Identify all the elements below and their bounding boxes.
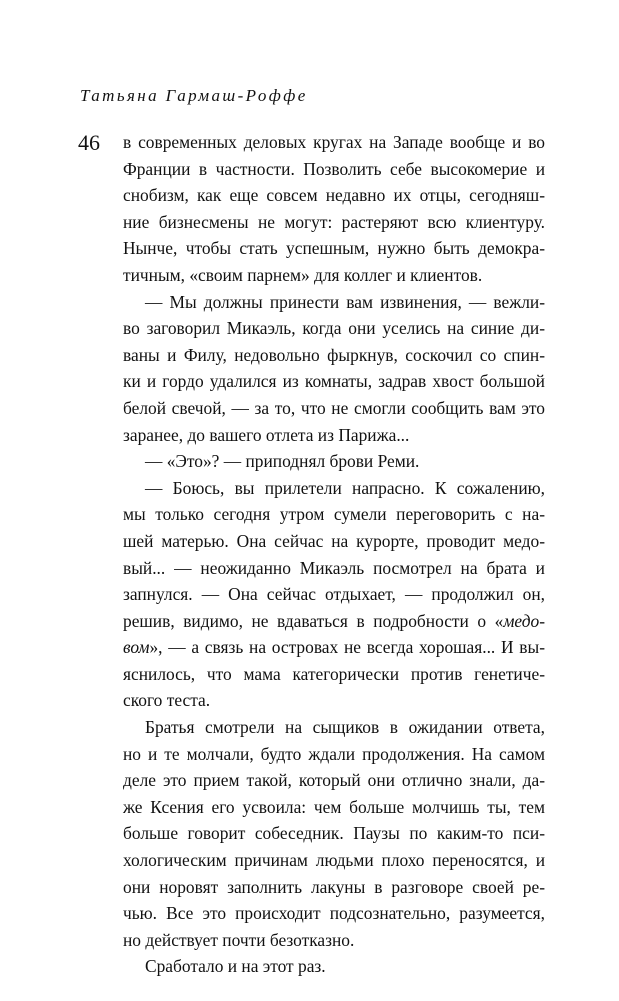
text-line: деле это прием такой, который они отлично знали, да-: [123, 770, 545, 791]
text-line: ние бизнесмены не могут: растеряют всю клиентуру.: [123, 211, 545, 232]
page-number: 46: [78, 130, 100, 155]
text-line: же Ксения его усвоила: чем больше молчишь ты, тем: [123, 796, 545, 817]
body-text: [123, 129, 545, 980]
text-line: [123, 634, 545, 661]
text-line: ки и гордо удалился из комнаты, задрав хвост большой: [123, 371, 545, 392]
text-line: вый... — неожиданно Микаэль посмотрел на брата и: [123, 557, 545, 578]
text-line: в современных деловых кругах на Западе вообще и во: [123, 132, 545, 152]
text-line: шей матерью. Она сейчас на курорте, проводит медо-: [123, 530, 545, 551]
text-line: хологическим причинам людьми плохо переносятся, и: [123, 850, 545, 871]
text-run: решив, видимо, не вдаваться в подробности о «: [123, 610, 504, 631]
text-line: но действует почти безотказно.: [123, 929, 355, 950]
italic-run: вом: [123, 637, 150, 658]
text-line: — «Это»? — приподнял брови Реми.: [145, 451, 420, 472]
text-line: яснилось, что мама категорически против генетиче-: [123, 663, 545, 684]
text-run: », — а связь на островах не всегда хорошая... И вы-: [149, 637, 545, 658]
text-line: ского теста.: [123, 690, 211, 711]
text-line: заранее, до вашего отлета из Парижа...: [123, 424, 410, 445]
text-line: во заговорил Микаэль, когда они уселись на синие ди-: [123, 318, 545, 339]
text-line: Нынче, чтобы стать успешным, нужно быть демокра-: [123, 238, 545, 259]
text-line: тичным, «своим парнем» для коллег и клиентов.: [123, 264, 483, 285]
text-line: белой свечой, — за то, что не смогли сообщить вам это: [123, 397, 545, 418]
text-line: снобизм, как еще совсем недавно их отцы, сегодняш-: [123, 185, 545, 206]
text-line: чью. Все это происходит подсознательно, разумеется,: [123, 903, 545, 924]
text-line: Братья смотрели на сыщиков в ожидании ответа,: [145, 717, 545, 738]
text-line: мы только сегодня утром сумели переговорить с на-: [123, 504, 545, 525]
running-head-author: Татьяна Гармаш-Роффе: [80, 86, 308, 105]
italic-run: медо-: [503, 610, 545, 631]
text-line: Франции в частности. Позволить себе высокомерие и: [123, 158, 545, 179]
text-line: [123, 608, 545, 635]
text-line: но и те молчали, будто ждали продолжения. На самом: [123, 743, 545, 764]
text-line: больше говорит собеседник. Паузы по каким-то пси-: [123, 823, 545, 844]
text-line: запнулся. — Она сейчас отдыхает, — продолжил он,: [123, 584, 545, 605]
text-line: — Боюсь, вы прилетели напрасно. К сожалению,: [145, 477, 545, 498]
text-line: ваны и Филу, недовольно фыркнув, соскочил со спин-: [123, 344, 545, 365]
text-line: — Мы должны принести вам извинения, — вежли-: [145, 291, 545, 312]
text-line: они норовят заполнить лакуны в разговоре своей ре-: [123, 876, 545, 897]
text-line: Сработало и на этот раз.: [145, 956, 326, 977]
